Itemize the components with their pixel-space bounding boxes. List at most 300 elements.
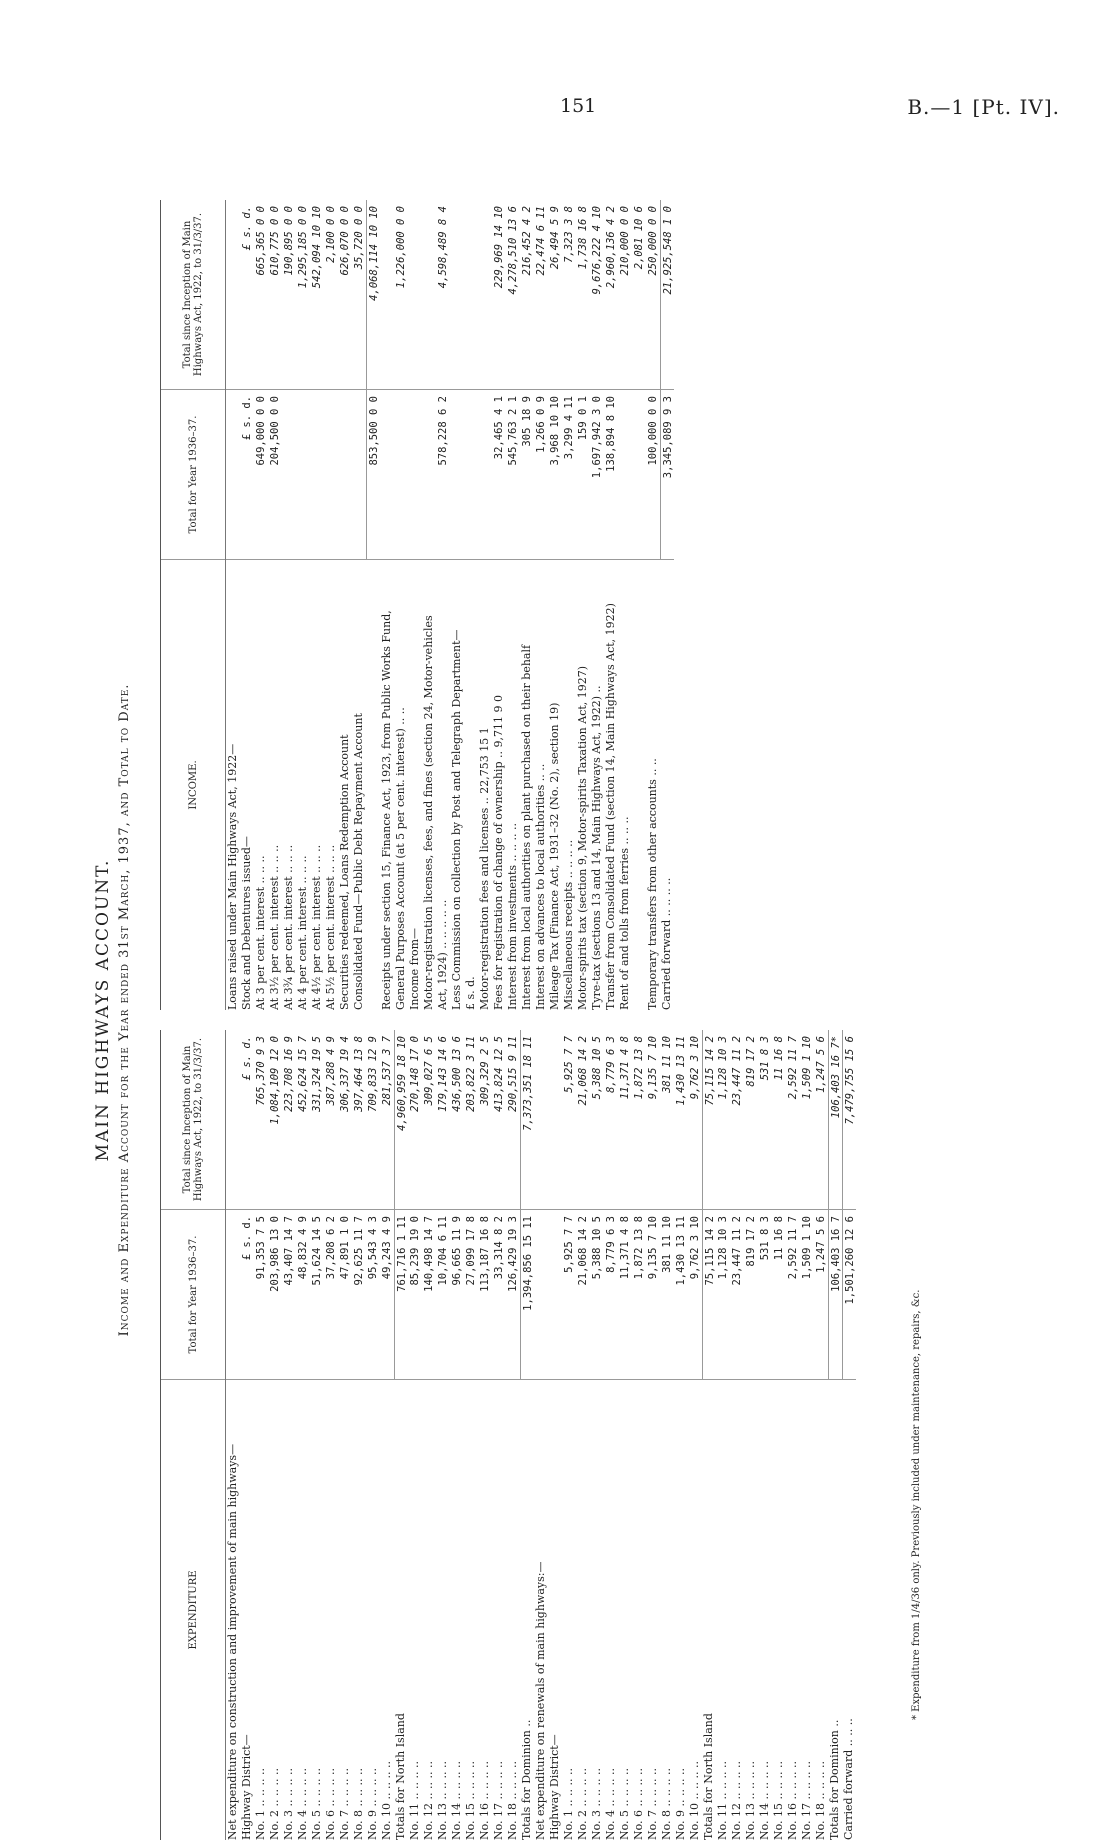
row-year-amount: 381 11 10 (660, 1210, 674, 1380)
row-description: No. 3 .. .. .. .. (590, 1767, 603, 1840)
expenditure-total-header: Total since Inception of Main Highways Act, 1922, to 31/3/37. (161, 1030, 225, 1210)
table-row (758, 1030, 772, 1840)
document-reference: B.—1 [Pt. IV]. (907, 95, 1060, 119)
row-year-amount (534, 1210, 548, 1380)
row-description: No. 10 .. .. .. .. (380, 1760, 393, 1840)
row-year-amount (324, 390, 338, 560)
row-year-amount (408, 390, 422, 560)
table-row (422, 200, 436, 1010)
row-year-amount: 1,430 13 11 (674, 1210, 688, 1380)
row-total-amount: 290,515 9 11 (506, 1030, 520, 1210)
row-year-amount: 96,665 11 9 (450, 1210, 464, 1380)
row-description: No. 7 .. .. .. .. (646, 1767, 659, 1840)
row-year-amount: 2,592 11 7 (786, 1210, 800, 1380)
table-row (478, 1030, 492, 1840)
row-year-amount: 3,968 10 10 (548, 390, 562, 560)
row-year-amount: 33,314 8 2 (492, 1210, 506, 1380)
row-total-amount: 270,148 17 0 (408, 1030, 422, 1210)
row-total-amount: 1,872 13 8 (632, 1030, 646, 1210)
row-year-amount: 75,115 14 2 (702, 1210, 716, 1380)
row-description: Net expenditure on renewals of main highways:— (534, 1561, 547, 1840)
row-year-amount: 106,403 16 7 (828, 1210, 842, 1380)
table-row (618, 200, 632, 1010)
table-row (772, 1030, 786, 1840)
table-row (828, 1030, 842, 1840)
row-year-amount (282, 390, 296, 560)
row-total-amount: 2,960,136 4 2 (604, 200, 618, 390)
row-year-amount: 1,247 5 6 (814, 1210, 828, 1380)
expenditure-rows (226, 1030, 856, 1840)
row-total-amount: 22,474 6 11 (534, 200, 548, 390)
row-total-amount (534, 1030, 548, 1210)
table-row (240, 1030, 254, 1840)
table-row (324, 200, 338, 1010)
row-description: Interest on advances to local authorities .. .. (534, 763, 547, 1010)
row-year-amount (478, 390, 492, 560)
row-description: Totals for Dominion .. (828, 1719, 841, 1840)
row-description (632, 560, 646, 1010)
table-row (604, 200, 618, 1010)
row-year-amount: 113,187 16 8 (478, 1210, 492, 1380)
row-description: No. 2 .. .. .. .. (576, 1767, 589, 1840)
row-total-amount: 1,226,000 0 0 (394, 200, 408, 390)
income-total-header: Total since Inception of Main Highways Act, 1922, to 31/3/37. (161, 200, 225, 390)
row-total-amount: 452,624 15 7 (296, 1030, 310, 1210)
row-year-amount (618, 390, 632, 560)
row-total-amount: 5,925 7 7 (562, 1030, 576, 1210)
row-year-amount (450, 390, 464, 560)
row-description: Highway District— (240, 1734, 253, 1840)
row-total-amount: 1,247 5 6 (814, 1030, 828, 1210)
row-description: At 4 per cent. interest .. .. .. (296, 855, 309, 1010)
table-row (786, 1030, 800, 1840)
row-total-amount: 5,388 10 5 (590, 1030, 604, 1210)
row-description: At 3¾ per cent. interest .. .. .. (282, 844, 295, 1010)
row-total-amount: 9,762 3 10 (688, 1030, 702, 1210)
row-year-amount (464, 390, 478, 560)
row-total-amount: £ s. d. (240, 200, 254, 390)
row-description: No. 1 .. .. .. .. (254, 1767, 267, 1840)
table-row (380, 1030, 394, 1840)
expenditure-year-header: Total for Year 1936–37. (161, 1210, 225, 1380)
row-total-amount: 4,278,510 13 6 (506, 200, 520, 390)
row-total-amount: 7,479,755 15 6 (842, 1030, 856, 1210)
row-total-amount (548, 1030, 562, 1210)
table-row (436, 200, 450, 1010)
row-year-amount: 204,500 0 0 (268, 390, 282, 560)
row-total-amount: 436,500 13 6 (450, 1030, 464, 1210)
table-row (800, 1030, 814, 1840)
row-total-amount: 665,365 0 0 (254, 200, 268, 390)
row-total-amount: 1,430 13 11 (674, 1030, 688, 1210)
row-total-amount: 4,068,114 10 10 (366, 200, 380, 390)
row-year-amount: 43,407 14 7 (282, 1210, 296, 1380)
table-row (534, 200, 548, 1010)
table-row (366, 1030, 380, 1840)
row-description: Totals for North Island (394, 1713, 407, 1840)
row-total-amount: 309,329 2 5 (478, 1030, 492, 1210)
table-row (492, 200, 506, 1010)
table-row (268, 200, 282, 1010)
table-row (688, 1030, 702, 1840)
row-total-amount: 1,738 16 8 (576, 200, 590, 390)
row-description: Receipts under section 15, Finance Act, 1923, from Public Works Fund, (380, 610, 393, 1010)
row-year-amount: 1,872 13 8 (632, 1210, 646, 1380)
table-row (408, 200, 422, 1010)
row-description: No. 13 .. .. .. .. (436, 1760, 449, 1840)
row-description: Motor-registration licenses, fees, and fines (section 24, Motor-vehicles (422, 615, 435, 1010)
row-total-amount: 1,128 10 3 (716, 1030, 730, 1210)
row-total-amount: 331,324 19 5 (310, 1030, 324, 1210)
table-row (576, 200, 590, 1010)
row-year-amount: 8,779 6 3 (604, 1210, 618, 1380)
table-row (450, 1030, 464, 1840)
row-total-amount: 7,323 3 8 (562, 200, 576, 390)
row-total-amount (450, 200, 464, 390)
row-total-amount: 610,775 0 0 (268, 200, 282, 390)
table-row (352, 200, 366, 1010)
row-total-amount: 306,337 19 4 (338, 1030, 352, 1210)
table-row (562, 200, 576, 1010)
row-total-amount: 626,070 0 0 (338, 200, 352, 390)
row-year-amount: 1,501,260 12 6 (842, 1210, 856, 1380)
table-row (520, 200, 534, 1010)
row-total-amount: 26,494 5 9 (548, 200, 562, 390)
table-row (436, 1030, 450, 1840)
table-row (380, 200, 394, 1010)
table-row (548, 200, 562, 1010)
table-row (296, 1030, 310, 1840)
footnote: * Expenditure from 1/4/36 only. Previously included under maintenance, repairs, &c. (911, 1289, 922, 1720)
table-row (520, 1030, 534, 1840)
row-description: Carried forward .. .. .. (842, 1718, 855, 1840)
sub-title: Income and Expenditure Account for the Year ended 31st March, 1937, and Total to Date. (117, 683, 132, 1337)
expenditure-panel (160, 1030, 856, 1840)
row-total-amount: 75,115 14 2 (702, 1030, 716, 1210)
table-row (310, 200, 324, 1010)
row-year-amount: 1,697,942 3 0 (590, 390, 604, 560)
row-description: No. 8 .. .. .. .. (352, 1767, 365, 1840)
row-year-amount: 545,763 2 1 (506, 390, 520, 560)
row-description: Transfer from Consolidated Fund (section 14, Main Highways Act, 1922) (604, 603, 617, 1010)
expenditure-heading: EXPENDITURE (187, 1570, 199, 1650)
row-total-amount: 21,068 14 2 (576, 1030, 590, 1210)
row-description: Income from— (408, 927, 421, 1010)
row-year-amount: 51,624 14 5 (310, 1210, 324, 1380)
row-description: No. 16 .. .. .. .. (786, 1760, 799, 1840)
row-year-amount: 159 0 1 (576, 390, 590, 560)
row-total-amount: 2,592 11 7 (786, 1030, 800, 1210)
row-year-amount: 9,135 7 10 (646, 1210, 660, 1380)
income-year-header: Total for Year 1936–37. (161, 390, 225, 560)
row-total-amount: 4,960,959 18 10 (394, 1030, 408, 1210)
row-total-amount: 216,452 4 2 (520, 200, 534, 390)
row-year-amount: 47,891 1 0 (338, 1210, 352, 1380)
row-total-amount: 1,295,185 0 0 (296, 200, 310, 390)
row-total-amount: 179,143 14 6 (436, 1030, 450, 1210)
row-description: Loans raised under Main Highways Act, 1922— (226, 743, 239, 1010)
row-description: No. 4 .. .. .. .. (604, 1767, 617, 1840)
table-row (296, 200, 310, 1010)
row-description: Temporary transfers from other accounts .. .. (646, 758, 659, 1010)
table-row (324, 1030, 338, 1840)
row-description: Mileage Tax (Finance Act, 1931–32 (No. 2), section 19) (548, 702, 561, 1010)
row-total-amount: 309,027 6 5 (422, 1030, 436, 1210)
row-total-amount: 11,371 4 8 (618, 1030, 632, 1210)
row-year-amount: 85,239 19 0 (408, 1210, 422, 1380)
row-description: No. 14 .. .. .. .. (758, 1760, 771, 1840)
row-description: No. 11 .. .. .. .. (716, 1760, 729, 1840)
row-description: Interest from investments .. .. .. .. (506, 822, 519, 1010)
row-year-amount: 649,000 0 0 (254, 390, 268, 560)
titles (90, 180, 132, 1840)
table-row (282, 1030, 296, 1840)
row-year-amount: 1,266 0 9 (534, 390, 548, 560)
row-total-amount (422, 200, 436, 390)
row-total-amount: 531 8 3 (758, 1030, 772, 1210)
row-total-amount (408, 200, 422, 390)
table-row (394, 1030, 408, 1840)
table-row (422, 1030, 436, 1840)
row-year-amount: 49,243 4 9 (380, 1210, 394, 1380)
row-year-amount: 5,925 7 7 (562, 1210, 576, 1380)
row-year-amount (226, 390, 240, 560)
row-year-amount: 138,894 8 10 (604, 390, 618, 560)
row-year-amount: 48,832 4 9 (296, 1210, 310, 1380)
row-year-amount (632, 390, 646, 560)
row-total-amount: 387,288 4 9 (324, 1030, 338, 1210)
row-total-amount: 229,969 14 10 (492, 200, 506, 390)
row-year-amount: 5,388 10 5 (590, 1210, 604, 1380)
row-description: No. 8 .. .. .. .. (660, 1767, 673, 1840)
table-row (310, 1030, 324, 1840)
row-year-amount: 10,704 6 11 (436, 1210, 450, 1380)
row-total-amount: 381 11 10 (660, 1030, 674, 1210)
row-description: At 3 per cent. interest .. .. .. (254, 855, 267, 1010)
table-row (548, 1030, 562, 1840)
row-year-amount: 21,068 14 2 (576, 1210, 590, 1380)
row-total-amount: 397,464 13 8 (352, 1030, 366, 1210)
row-year-amount (394, 390, 408, 560)
row-description: Consolidated Fund—Public Debt Repayment Account (352, 713, 365, 1010)
row-year-amount: 32,465 4 1 (492, 390, 506, 560)
row-year-amount: 819 17 2 (744, 1210, 758, 1380)
row-year-amount: £ s. d. (240, 390, 254, 560)
row-description: No. 16 .. .. .. .. (478, 1760, 491, 1840)
table-row (744, 1030, 758, 1840)
row-year-amount: 37,208 6 2 (324, 1210, 338, 1380)
row-total-amount: 542,094 10 10 (310, 200, 324, 390)
row-description: No. 10 .. .. .. .. (688, 1760, 701, 1840)
row-description: No. 15 .. .. .. .. (772, 1760, 785, 1840)
row-year-amount: 27,099 17 8 (464, 1210, 478, 1380)
row-description: Stock and Debentures issued— (240, 836, 253, 1010)
row-description: Tyre-tax (sections 13 and 14, Main Highways Act, 1922) .. (590, 685, 603, 1010)
table-row (632, 200, 646, 1010)
row-description: Fees for registration of change of ownership .. 9,711 9 0 (492, 695, 505, 1010)
row-description: No. 18 .. .. .. .. (506, 1760, 519, 1840)
table-row (338, 200, 352, 1010)
row-year-amount: 11,371 4 8 (618, 1210, 632, 1380)
row-description: No. 4 .. .. .. .. (296, 1767, 309, 1840)
row-description: At 4½ per cent. interest .. .. .. (310, 844, 323, 1010)
row-year-amount (352, 390, 366, 560)
table-row (702, 1030, 716, 1840)
table-row (660, 1030, 674, 1840)
income-heading: INCOME. (187, 760, 199, 810)
row-year-amount: 578,228 6 2 (436, 390, 450, 560)
row-total-amount: 2,100 0 0 (324, 200, 338, 390)
row-year-amount: 3,345,089 9 3 (660, 390, 674, 560)
row-description: No. 5 .. .. .. .. (618, 1767, 631, 1840)
table-row (576, 1030, 590, 1840)
row-description: Securities redeemed, Loans Redemption Account (338, 734, 351, 1010)
table-row (254, 200, 268, 1010)
row-description: Miscellaneous receipts .. .. .. .. (562, 839, 575, 1010)
table-row (590, 200, 604, 1010)
row-description: Carried forward .. .. .. .. (660, 877, 673, 1010)
table-row (366, 200, 380, 1010)
row-description: Act, 1924) .. .. .. .. .. (436, 899, 449, 1010)
table-row (226, 200, 240, 1010)
table-row (646, 1030, 660, 1840)
row-total-amount: 2,081 10 6 (632, 200, 646, 390)
row-year-amount: 9,762 3 10 (688, 1210, 702, 1380)
row-total-amount: 9,676,222 4 10 (590, 200, 604, 390)
row-description: Rent of and tolls from ferries .. .. .. (618, 816, 631, 1010)
table-row (282, 200, 296, 1010)
row-year-amount (338, 390, 352, 560)
row-total-amount: 210,000 0 0 (618, 200, 632, 390)
row-description: No. 17 .. .. .. .. (800, 1760, 813, 1840)
row-total-amount: 819 17 2 (744, 1030, 758, 1210)
row-year-amount: 140,498 14 7 (422, 1210, 436, 1380)
row-description: At 5½ per cent. interest .. .. .. (324, 844, 337, 1010)
row-total-amount: 8,779 6 3 (604, 1030, 618, 1210)
row-description: No. 12 .. .. .. .. (422, 1760, 435, 1840)
row-year-amount: 95,543 4 3 (366, 1210, 380, 1380)
row-description: Motor-spirits tax (section 9, Motor-spirits Taxation Act, 1927) (576, 665, 589, 1010)
row-total-amount: 765,370 9 3 (254, 1030, 268, 1210)
row-description: No. 6 .. .. .. .. (324, 1767, 337, 1840)
table-row (506, 1030, 520, 1840)
row-description: No. 2 .. .. .. .. (268, 1767, 281, 1840)
row-year-amount: 305 18 9 (520, 390, 534, 560)
row-description: No. 6 .. .. .. .. (632, 1767, 645, 1840)
row-total-amount: £ s. d. (240, 1030, 254, 1210)
row-total-amount: 250,000 0 0 (646, 200, 660, 390)
table-row (254, 1030, 268, 1840)
table-row (590, 1030, 604, 1840)
table-row (240, 200, 254, 1010)
row-description: No. 12 .. .. .. .. (730, 1760, 743, 1840)
row-year-amount (296, 390, 310, 560)
row-total-amount (226, 1030, 240, 1210)
table-row (464, 200, 478, 1010)
table-row (338, 1030, 352, 1840)
row-total-amount: 413,824 12 5 (492, 1030, 506, 1210)
row-year-amount (310, 390, 324, 560)
row-year-amount: 203,986 13 0 (268, 1210, 282, 1380)
row-year-amount: 23,447 11 2 (730, 1210, 744, 1380)
row-total-amount: 190,895 0 0 (282, 200, 296, 390)
row-description: No. 17 .. .. .. .. (492, 1760, 505, 1840)
row-description: Totals for North Island (702, 1713, 715, 1840)
page-header (560, 95, 1060, 125)
table-row (842, 1030, 856, 1840)
row-description: No. 13 .. .. .. .. (744, 1760, 757, 1840)
row-description: No. 9 .. .. .. .. (674, 1767, 687, 1840)
row-total-amount: 4,598,489 8 4 (436, 200, 450, 390)
row-total-amount: 23,447 11 2 (730, 1030, 744, 1210)
row-description: £ s. d. (464, 976, 477, 1010)
row-total-amount (380, 200, 394, 390)
row-year-amount: £ s. d. (240, 1210, 254, 1380)
row-description: No. 14 .. .. .. .. (450, 1760, 463, 1840)
row-total-amount: 709,833 12 9 (366, 1030, 380, 1210)
row-description: General Purposes Account (at 5 per cent. interest) .. .. (394, 707, 407, 1010)
row-description: Net expenditure on construction and improvement of main highways— (226, 1443, 239, 1840)
row-year-amount: 100,000 0 0 (646, 390, 660, 560)
table-row (618, 1030, 632, 1840)
row-year-amount (226, 1210, 240, 1380)
row-total-amount (478, 200, 492, 390)
row-description: Totals for Dominion .. (520, 1719, 533, 1840)
table-row (226, 1030, 240, 1840)
expenditure-header (161, 1030, 226, 1840)
table-row (534, 1030, 548, 1840)
row-year-amount: 1,394,856 15 11 (520, 1210, 534, 1380)
table-row (394, 200, 408, 1010)
row-description: No. 11 .. .. .. .. (408, 1760, 421, 1840)
row-total-amount: 203,822 3 11 (464, 1030, 478, 1210)
row-description: No. 15 .. .. .. .. (464, 1760, 477, 1840)
row-description: Less Commission on collection by Post and Telegraph Department— (450, 629, 463, 1010)
row-total-amount: 1,509 1 10 (800, 1030, 814, 1210)
row-year-amount (422, 390, 436, 560)
table-row (646, 200, 660, 1010)
main-title: MAIN HIGHWAYS ACCOUNT. (93, 858, 113, 1162)
row-description: No. 18 .. .. .. .. (814, 1760, 827, 1840)
table-row (730, 1030, 744, 1840)
row-total-amount: 7,373,351 18 11 (520, 1030, 534, 1210)
row-description: Interest from local authorities on plant purchased on their behalf (520, 644, 533, 1010)
row-year-amount: 761,716 1 11 (394, 1210, 408, 1380)
table-row (604, 1030, 618, 1840)
row-description: No. 3 .. .. .. .. (282, 1767, 295, 1840)
row-description: Highway District— (548, 1734, 561, 1840)
row-total-amount: 106,403 16 7* (828, 1030, 842, 1210)
row-total-amount (226, 200, 240, 390)
row-year-amount: 1,509 1 10 (800, 1210, 814, 1380)
row-total-amount: 21,925,548 1 0 (660, 200, 674, 390)
row-description: Motor-registration fees and licenses .. 22,753 15 1 (478, 727, 491, 1010)
table-row (674, 1030, 688, 1840)
row-description: No. 7 .. .. .. .. (338, 1767, 351, 1840)
table-row (464, 1030, 478, 1840)
row-description (366, 560, 380, 1010)
row-description: No. 9 .. .. .. .. (366, 1767, 379, 1840)
row-year-amount: 531 8 3 (758, 1210, 772, 1380)
row-year-amount: 11 16 8 (772, 1210, 786, 1380)
row-year-amount: 92,625 11 7 (352, 1210, 366, 1380)
row-total-amount: 35,720 0 0 (352, 200, 366, 390)
row-description: No. 5 .. .. .. .. (310, 1767, 323, 1840)
table-row (408, 1030, 422, 1840)
table-row (814, 1030, 828, 1840)
row-year-amount: 1,128 10 3 (716, 1210, 730, 1380)
table-row (268, 1030, 282, 1840)
